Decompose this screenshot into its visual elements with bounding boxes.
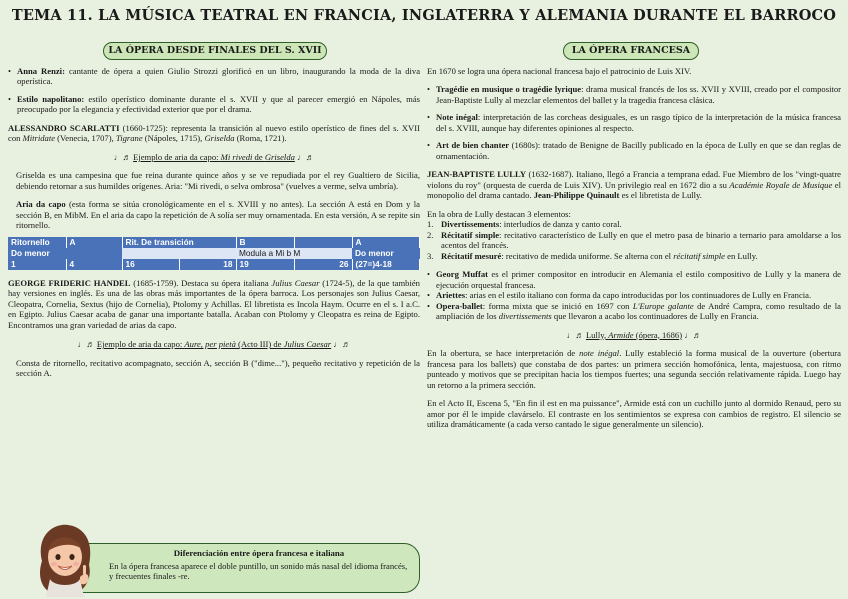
example-armide[interactable] [427,330,841,340]
page-title: TEMA 11. LA MÚSICA TEATRAL EN FRANCIA, INGLATERRA Y ALEMANIA DURANTE EL BARROCO [11,7,837,24]
avatar-icon [34,521,96,597]
right-column [427,66,841,430]
section-header-opera-francesa: LA ÓPERA FRANCESA [563,42,699,60]
note-title: Diferenciación entre ópera francesa e italiana [173,548,345,558]
intro-list [8,66,420,115]
music-note-icon: ♩♬ [682,329,702,340]
music-note-icon: ♩♬ [113,151,134,162]
table-row: 1 4 16 18 19 26 (27=)4-18 [8,259,420,270]
list-item: • Tragédie en musique o tragédie lyrique: drama musical francés de los ss. XVII y XVIII, creado por el compositor Jean-Baptiste Lully al mezclar elementos del ballet y la tragedia francesa clásica. [427,84,841,105]
list-item: • Anna Renzi: cantante de ópera a quien Giulio Strozzi glorificó en un libro, inaugurando la moda de la diva operística. [8,66,420,87]
french-intro: En 1670 se logra una ópera nacional francesa bajo el patrocinio de Luis XIV. [427,66,692,76]
music-note-icon: ♩♬ [566,329,586,340]
list-item: • Opera-ballet: forma mixta que se inició en 1697 con L'Europe galante de André Campra, como resultado de la ampliación de los divertissements que llevaron a acabo los continuadores de Lully en Francia. [427,301,841,322]
aria-structure-table [8,237,420,270]
griselda-description: Griselda es una campesina que fue reina durante quince años y se ve repudiada por el rey Gualtiero de Sicilia, debiendo retornar a sus humildes orígenes. Aria: "Mi rivedi, o selva ombrosa" (vuelves a verme, selva umbría). [16,170,420,191]
list-item: • Note inégal: interpretación de las corcheas desiguales, es un rasgo típico de la interpretación de la música francesa del s. XVIII, aunque hay diferentes opiniones al respecto. [427,112,841,133]
example-julius-caesar[interactable] [8,339,420,349]
obertura-paragraph: En la obertura, se hace interpretación de note inégal. Lully estableció la forma musical de la ouverture (obertura francesa para los ballets) que constaba de dos partes: un primera sección homofónica, lenta, majestuosa, con ritmo punteado y motivos que se precipitan hacia los tiempos fuertes; una segunda sección relativamente rápida. Luego hay un retorno a la primera sección. [427,348,841,390]
section-header-opera-italiana: LA ÓPERA DESDE FINALES DEL S. XVII [103,42,327,60]
aria-da-capo-paragraph: Aria da capo (esta forma se sitúa cronológicamente en el s. XVIII y no antes). La sección A está en Dom y la sección B, en MibM. En el aria da capo la repetición de A solía ser muy ornamentada. En esta versión, A se repite sin ritornello. [16,199,420,231]
note-body: En la ópera francesa aparece el doble puntillo, un sonido más nasal del idioma francés, y frecuentes finales -re. [109,560,408,582]
list-item: • Estilo napolitano: estilo operístico dominante durante el s. XVII y que al parecer emergió en Nápoles, más preocupado por la elegancia y efectividad exterior que por el drama. [8,94,420,115]
lully-paragraph: JEAN-BAPTISTE LULLY (1632-1687). Italiano, llegó a Francia a temprana edad. Fue Miembro de los "vingt-quatre violons du roy" (orquesta de cuerda de Luis XIV). Un privilegio real en 1672 dio a su Académie Royale de Musique el monopolio del drama cantado. Jean-Philippe Quinault es el libretista de Lully. [427,169,841,201]
lully-elements-list [427,219,841,261]
acto-paragraph: En el Acto II, Escena 5, "En fin il est en ma puissance", Armide está con un cuchillo junto al dormido Renaud, pero su amor por él le impide clavárselo. El contraste en los sentimientos se expresa con cambios de registro. El silencio se utiliza dramáticamente (a cada verso cantado le sigue generalmente un silencio). [427,398,841,430]
french-terms-list [427,84,841,161]
consta-paragraph: Consta de ritornello, recitativo acompagnato, sección A, sección B ("dime..."), pequeño recitativo y repetición de la sección A. [16,357,420,379]
example-griselda[interactable] [8,152,420,162]
list-item: 1. Divertissements: interludios de danza y canto coral. [427,219,622,230]
left-column [8,66,420,379]
handel-paragraph: GEORGE FRIDERIC HANDEL (1685-1759). Destaca su ópera italiana Julius Caesar (1724-5), de la que también hay versiones en inglés. Es una de las obras más importantes de la ópera barroca. Los personajes son Julius Caesar, Cleopatra, Cornelia, Sextus (hijo de Cornelia), Ptolomy y Achillas. El libretista es Incola Haym. Ocurre en el s. I a.C. en Egipto. Julius Caesar acaba de ganar una importante batalla. Acaban con Ptolomy y Cleopatra es reina de Egipto. Encontramos una gran variedad de arias da capo. [8,277,420,330]
list-item: • Art de bien chanter (1680s): tratado de Benigne de Bacilly publicado en la época de Lully en que se dan reglas de ornamentación. [427,140,841,161]
scarlatti-paragraph: ALESSANDRO SCARLATTI (1660-1725): representa la transición al nuevo estilo operístico de fines del s. XVII con Mitridate (Venecia, 1707), Tigrane (Nápoles, 1715), Griselda (Roma, 1721). [8,122,420,144]
continuadores-list [427,269,841,321]
example-link[interactable]: Ejemplo de aria da capo: Aure, per pietà (Acto III) de Julius Caesar [96,339,332,350]
list-item: 2. Récitatif simple: recitativo característico de Lully en que el metro pasa de binario a ternario para amoldarse a los acentos del francés. [427,229,841,251]
example-link[interactable]: Lully, Armide (ópera, 1686) [585,329,683,340]
list-item: 3. Récitatif mesuré: recitativo de medida uniforme. Se alterna con el récitatif simple en Lully. [427,250,758,261]
example-link[interactable]: Ejemplo de aria da capo: Mi rivedi de Griselda [133,151,295,162]
list-item: • Georg Muffat es el primer compositor en introducir en Alemania el estilo compositivo de Lully y la manera de ejecución orquestal francesa. [427,269,841,290]
music-note-icon: ♩♬ [294,151,315,162]
difference-note-box [46,543,420,593]
music-note-icon: ♩♬ [77,339,97,350]
table-row: Ritornello A Rit. De transición B A [8,237,420,248]
music-note-icon: ♩♬ [331,339,351,350]
table-row: Do menor Modula a Mi b M Do menor [8,248,420,259]
list-item: • Ariettes: arias en el estilo italiano con forma da capo introducidas por los continuadores de Lully en Francia. [427,290,841,300]
elements-intro: En la obra de Lully destacan 3 elementos: [427,208,571,219]
